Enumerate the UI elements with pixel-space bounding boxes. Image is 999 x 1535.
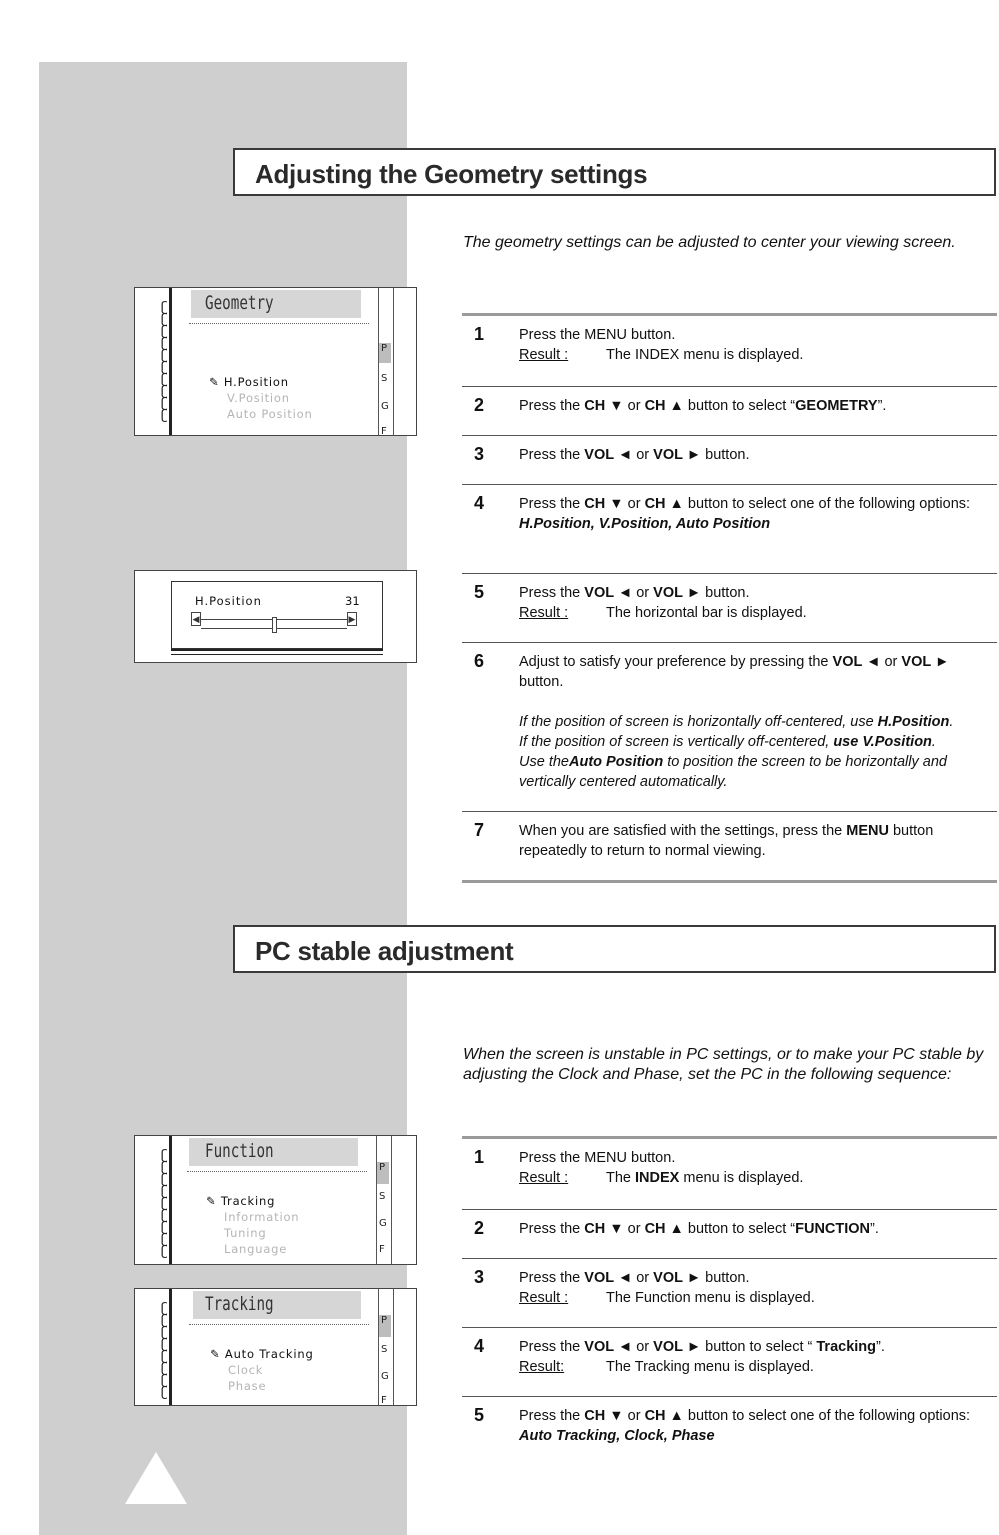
step-number: 7 xyxy=(474,820,485,840)
osd-tab-f: F xyxy=(379,1244,385,1255)
step-note: If the position of screen is horizontally off-centered, use H.Position. If the position of screen is vertically off-centered, use V.Position. Use theAuto Position to position the screen to be horizontally and vertically centered automatically. xyxy=(519,714,954,790)
pencil-icon: ✎ xyxy=(210,1347,221,1361)
osd-tab-p: P xyxy=(377,1162,389,1184)
bar-osd-base xyxy=(171,649,383,651)
step-number: 4 xyxy=(474,493,485,513)
step-number: 1 xyxy=(474,1147,485,1167)
result-line: Result : The INDEX menu is displayed. xyxy=(519,1170,804,1186)
step-2: 2 Press the CH ▼ or CH ▲ button to select “GEOMETRY”. xyxy=(462,386,997,435)
osd-title: Tracking xyxy=(205,1293,274,1315)
osd-item: Phase xyxy=(228,1379,267,1393)
osd-item-selected: ✎ H.Position xyxy=(209,375,289,389)
osd-item-selected: ✎ Tracking xyxy=(206,1194,276,1208)
osd-title: Geometry xyxy=(205,292,274,314)
osd-item: Tuning xyxy=(224,1226,267,1240)
step-number: 2 xyxy=(474,395,485,415)
pencil-icon: ✎ xyxy=(206,1194,217,1208)
pc-steps xyxy=(462,1136,997,1485)
result-label: Result : xyxy=(519,1170,569,1186)
osd-tab-strip xyxy=(376,1136,392,1264)
geometry-section-title: Adjusting the Geometry settings xyxy=(255,159,648,189)
h-position-bar-osd xyxy=(134,570,417,663)
result-label: Result : xyxy=(519,1290,569,1306)
step-6: 6 Adjust to satisfy your preference by pressing the VOL ◄ or VOL ► button. If the position of screen is horizontally off-centered, use H.Position. If the position of screen is vertically off-centered, use V.Position. Use theAuto Position to position the screen to be horizontally and vertically centered automatically. xyxy=(462,642,997,811)
osd-divider xyxy=(189,1324,369,1325)
osd-tab-g: G xyxy=(381,1371,389,1382)
step-number: 3 xyxy=(474,1267,485,1287)
step-number: 2 xyxy=(474,1218,485,1238)
result-line xyxy=(519,1288,997,1308)
osd-item: Clock xyxy=(228,1363,264,1377)
step-4: 4 Press the CH ▼ or CH ▲ button to select one of the following options: H.Position, V.Position, Auto Position xyxy=(462,484,997,573)
step-number: 3 xyxy=(474,444,485,464)
bar-osd-value: 31 xyxy=(345,594,360,608)
pc-intro: When the screen is unstable in PC settings, or to make your PC stable by adjusting the Clock and Phase, set the PC in the following sequence: xyxy=(463,1046,984,1083)
step-5: 5 Press the CH ▼ or CH ▲ button to select one of the following options: Auto Tracking, Clock, Phase xyxy=(462,1396,997,1485)
pc-section-header xyxy=(233,925,996,973)
bar-osd-label: H.Position xyxy=(195,594,262,608)
osd-item: Language xyxy=(224,1242,288,1256)
step-number: 6 xyxy=(474,651,485,671)
function-osd-menu xyxy=(134,1135,417,1265)
step-1 xyxy=(462,1139,997,1209)
osd-tab-p: P xyxy=(379,1315,391,1337)
geometry-section-header xyxy=(233,148,996,196)
geometry-intro: The geometry settings can be adjusted to center your viewing screen. xyxy=(463,234,956,251)
step-options: H.Position, V.Position, Auto Position xyxy=(519,516,771,532)
result-label: Result : xyxy=(519,347,569,363)
spiral-binding-icon: ʗ ʗ ʗ ʗ ʗ ʗ ʗ ʗ xyxy=(161,1301,168,1400)
step-5: 5 Press the VOL ◄ or VOL ► button. Result : The horizontal bar is displayed. xyxy=(462,573,997,642)
spiral-binding-icon: ʗ ʗ ʗ ʗ ʗ ʗ ʗ ʗ ʗ xyxy=(161,1148,168,1259)
pc-section-title: PC stable adjustment xyxy=(255,936,514,966)
step-3: 3 Press the VOL ◄ or VOL ► button. xyxy=(462,435,997,484)
step-options: Auto Tracking, Clock, Phase xyxy=(519,1428,715,1444)
osd-tab-s: S xyxy=(381,1344,388,1355)
geometry-steps xyxy=(462,313,997,883)
osd-tab-g: G xyxy=(379,1218,387,1229)
tracking-osd-menu xyxy=(134,1288,417,1406)
result-text: The Function menu is displayed. xyxy=(606,1290,815,1306)
result-text: The INDEX menu is displayed. xyxy=(606,347,804,363)
osd-title-bar xyxy=(189,1138,358,1166)
position-track xyxy=(201,619,347,629)
result-label: Result: xyxy=(519,1359,565,1375)
osd-menu-items xyxy=(209,374,313,422)
osd-tab-f: F xyxy=(381,1395,387,1406)
step-number: 5 xyxy=(474,1405,485,1425)
spiral-binding-icon: ʗ ʗ ʗ ʗ ʗ ʗ ʗ ʗ ʗ ʗ xyxy=(161,300,168,423)
osd-tab-g: G xyxy=(381,401,389,412)
osd-tab-strip xyxy=(378,288,394,435)
step-3: 3 Press the VOL ◄ or VOL ► button. Result : The Function menu is displayed. xyxy=(462,1258,997,1327)
osd-tab-f: F xyxy=(381,426,387,436)
step-1 xyxy=(462,316,997,386)
step-text: Press the MENU button. xyxy=(519,1150,676,1166)
pencil-icon: ✎ xyxy=(209,375,220,389)
osd-title-bar xyxy=(193,1291,361,1319)
position-thumb xyxy=(272,617,277,633)
step-text: Press the MENU button. xyxy=(519,327,676,343)
result-text: The Tracking menu is displayed. xyxy=(606,1359,814,1375)
left-arrow-icon: ◀ xyxy=(192,614,200,624)
osd-menu-items xyxy=(210,1346,314,1394)
osd-title-bar xyxy=(191,290,361,318)
osd-menu-items xyxy=(206,1193,299,1257)
result-line xyxy=(519,603,997,623)
osd-item: Information xyxy=(224,1210,300,1224)
osd-item-selected: ✎ Auto Tracking xyxy=(210,1347,314,1361)
step-number: 4 xyxy=(474,1336,485,1356)
result-line xyxy=(519,345,997,365)
step-2: 2 Press the CH ▼ or CH ▲ button to select “FUNCTION”. xyxy=(462,1209,997,1258)
osd-title: Function xyxy=(205,1140,274,1162)
osd-item: V.Position xyxy=(227,391,290,405)
result-text: The horizontal bar is displayed. xyxy=(606,605,807,621)
step-number: 5 xyxy=(474,582,485,602)
osd-tab-p: P xyxy=(379,343,391,363)
osd-divider xyxy=(189,323,369,324)
step-7: 7 When you are satisfied with the settings, press the MENU button repeatedly to return to normal viewing. xyxy=(462,811,997,880)
osd-item: Auto Position xyxy=(227,407,313,421)
step-4: 4 Press the VOL ◄ or VOL ► button to select “ Tracking”. Result: The Tracking menu is displayed. xyxy=(462,1327,997,1396)
osd-tab-s: S xyxy=(381,373,388,384)
bar-osd-base xyxy=(171,654,383,655)
result-label: Result : xyxy=(519,605,569,621)
right-arrow-icon: ▶ xyxy=(348,614,356,624)
result-line xyxy=(519,1357,997,1377)
page-corner-triangle-icon xyxy=(125,1452,187,1504)
osd-tab-s: S xyxy=(379,1191,386,1202)
geometry-osd-menu xyxy=(134,287,417,436)
step-number: 1 xyxy=(474,324,485,344)
osd-tab-strip xyxy=(378,1289,394,1405)
osd-divider xyxy=(187,1171,367,1172)
